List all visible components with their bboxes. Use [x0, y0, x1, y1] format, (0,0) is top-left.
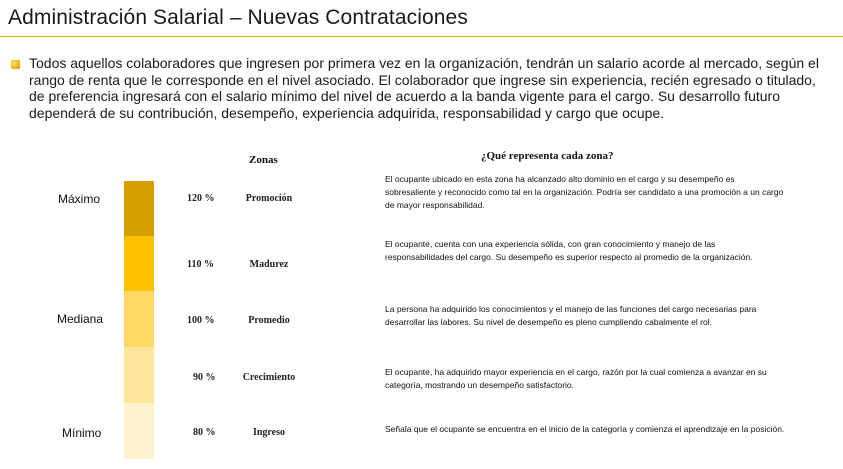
zone-name: Madurez: [249, 259, 289, 270]
zone-description: Señala que el ocupante se encuentra en el inicio de la categoría y comienza el aprendizaje en la posición.: [385, 424, 785, 434]
zone-name: Promedio: [248, 315, 290, 326]
zone-bar-crecimiento: [124, 347, 154, 403]
page-title: Administración Salarial – Nuevas Contrataciones: [8, 6, 468, 29]
level-maximo: Máximo: [58, 192, 101, 206]
zone-pct: 110 %: [187, 259, 214, 270]
level-mediana: Mediana: [57, 312, 104, 326]
zones-header: Zonas: [249, 154, 278, 166]
zone-description: El ocupante, cuenta con una experiencia sólida, con gran conocimiento y manejo de las responsabilidades del cargo. Su desempeño es superior respecto al promedio de la organización.: [385, 239, 753, 262]
zone-bar-promocion: [124, 181, 154, 236]
zone-bar-ingreso: [124, 403, 154, 459]
zone-pct: 120 %: [187, 193, 215, 204]
bullet-icon: [11, 60, 20, 69]
zone-description: El ocupante ubicado en esta zona ha alcanzado alto dominio en el cargo y su desempeño es sobresaliente y reconocido como tal en la organización. Podría ser candidato a una promoción a un cargo de mayor responsabilidad.: [385, 174, 784, 210]
zone-bar-promedio: [124, 291, 154, 347]
intro-paragraph: Todos aquellos colaboradores que ingresen por primera vez en la organización, tendrán un salario acorde al mercado, según el rango de renta que le corresponde en el nivel asociado. El colaborador que ingrese sin experiencia, recién egresado o titulado, de preferencia ingresará con el salario mínimo del nivel de acuerdo a la banda vigente para el cargo. Su desarrollo futuro dependerá de su contribución, desempeño, experiencia adquirida, responsabilidad y cargo que ocupe.: [29, 55, 819, 121]
zone-description: El ocupante, ha adquirido mayor experiencia en el cargo, razón por la cual comienza a avanzar en su categoría, mostrando un desempeño satisfactorio.: [385, 367, 767, 390]
zone-name: Crecimiento: [242, 372, 296, 383]
zone-pct: 90 %: [193, 372, 216, 383]
level-minimo: Mínimo: [62, 426, 102, 440]
zone-pct: 100 %: [187, 315, 215, 326]
zone-name: Promoción: [245, 193, 293, 204]
title-divider: [0, 36, 843, 37]
zone-description: La persona ha adquirido los conocimientos y el manejo de las funciones del cargo necesarias para desarrollar las labores. Su nivel de desempeño es pleno cumpliendo cabalmente el rol.: [385, 304, 757, 327]
zone-bar-madurez: [124, 236, 154, 291]
zone-meaning-header: ¿Qué representa cada zona?: [481, 150, 614, 162]
zone-pct: 80 %: [193, 427, 216, 438]
zone-name: Ingreso: [252, 427, 286, 438]
